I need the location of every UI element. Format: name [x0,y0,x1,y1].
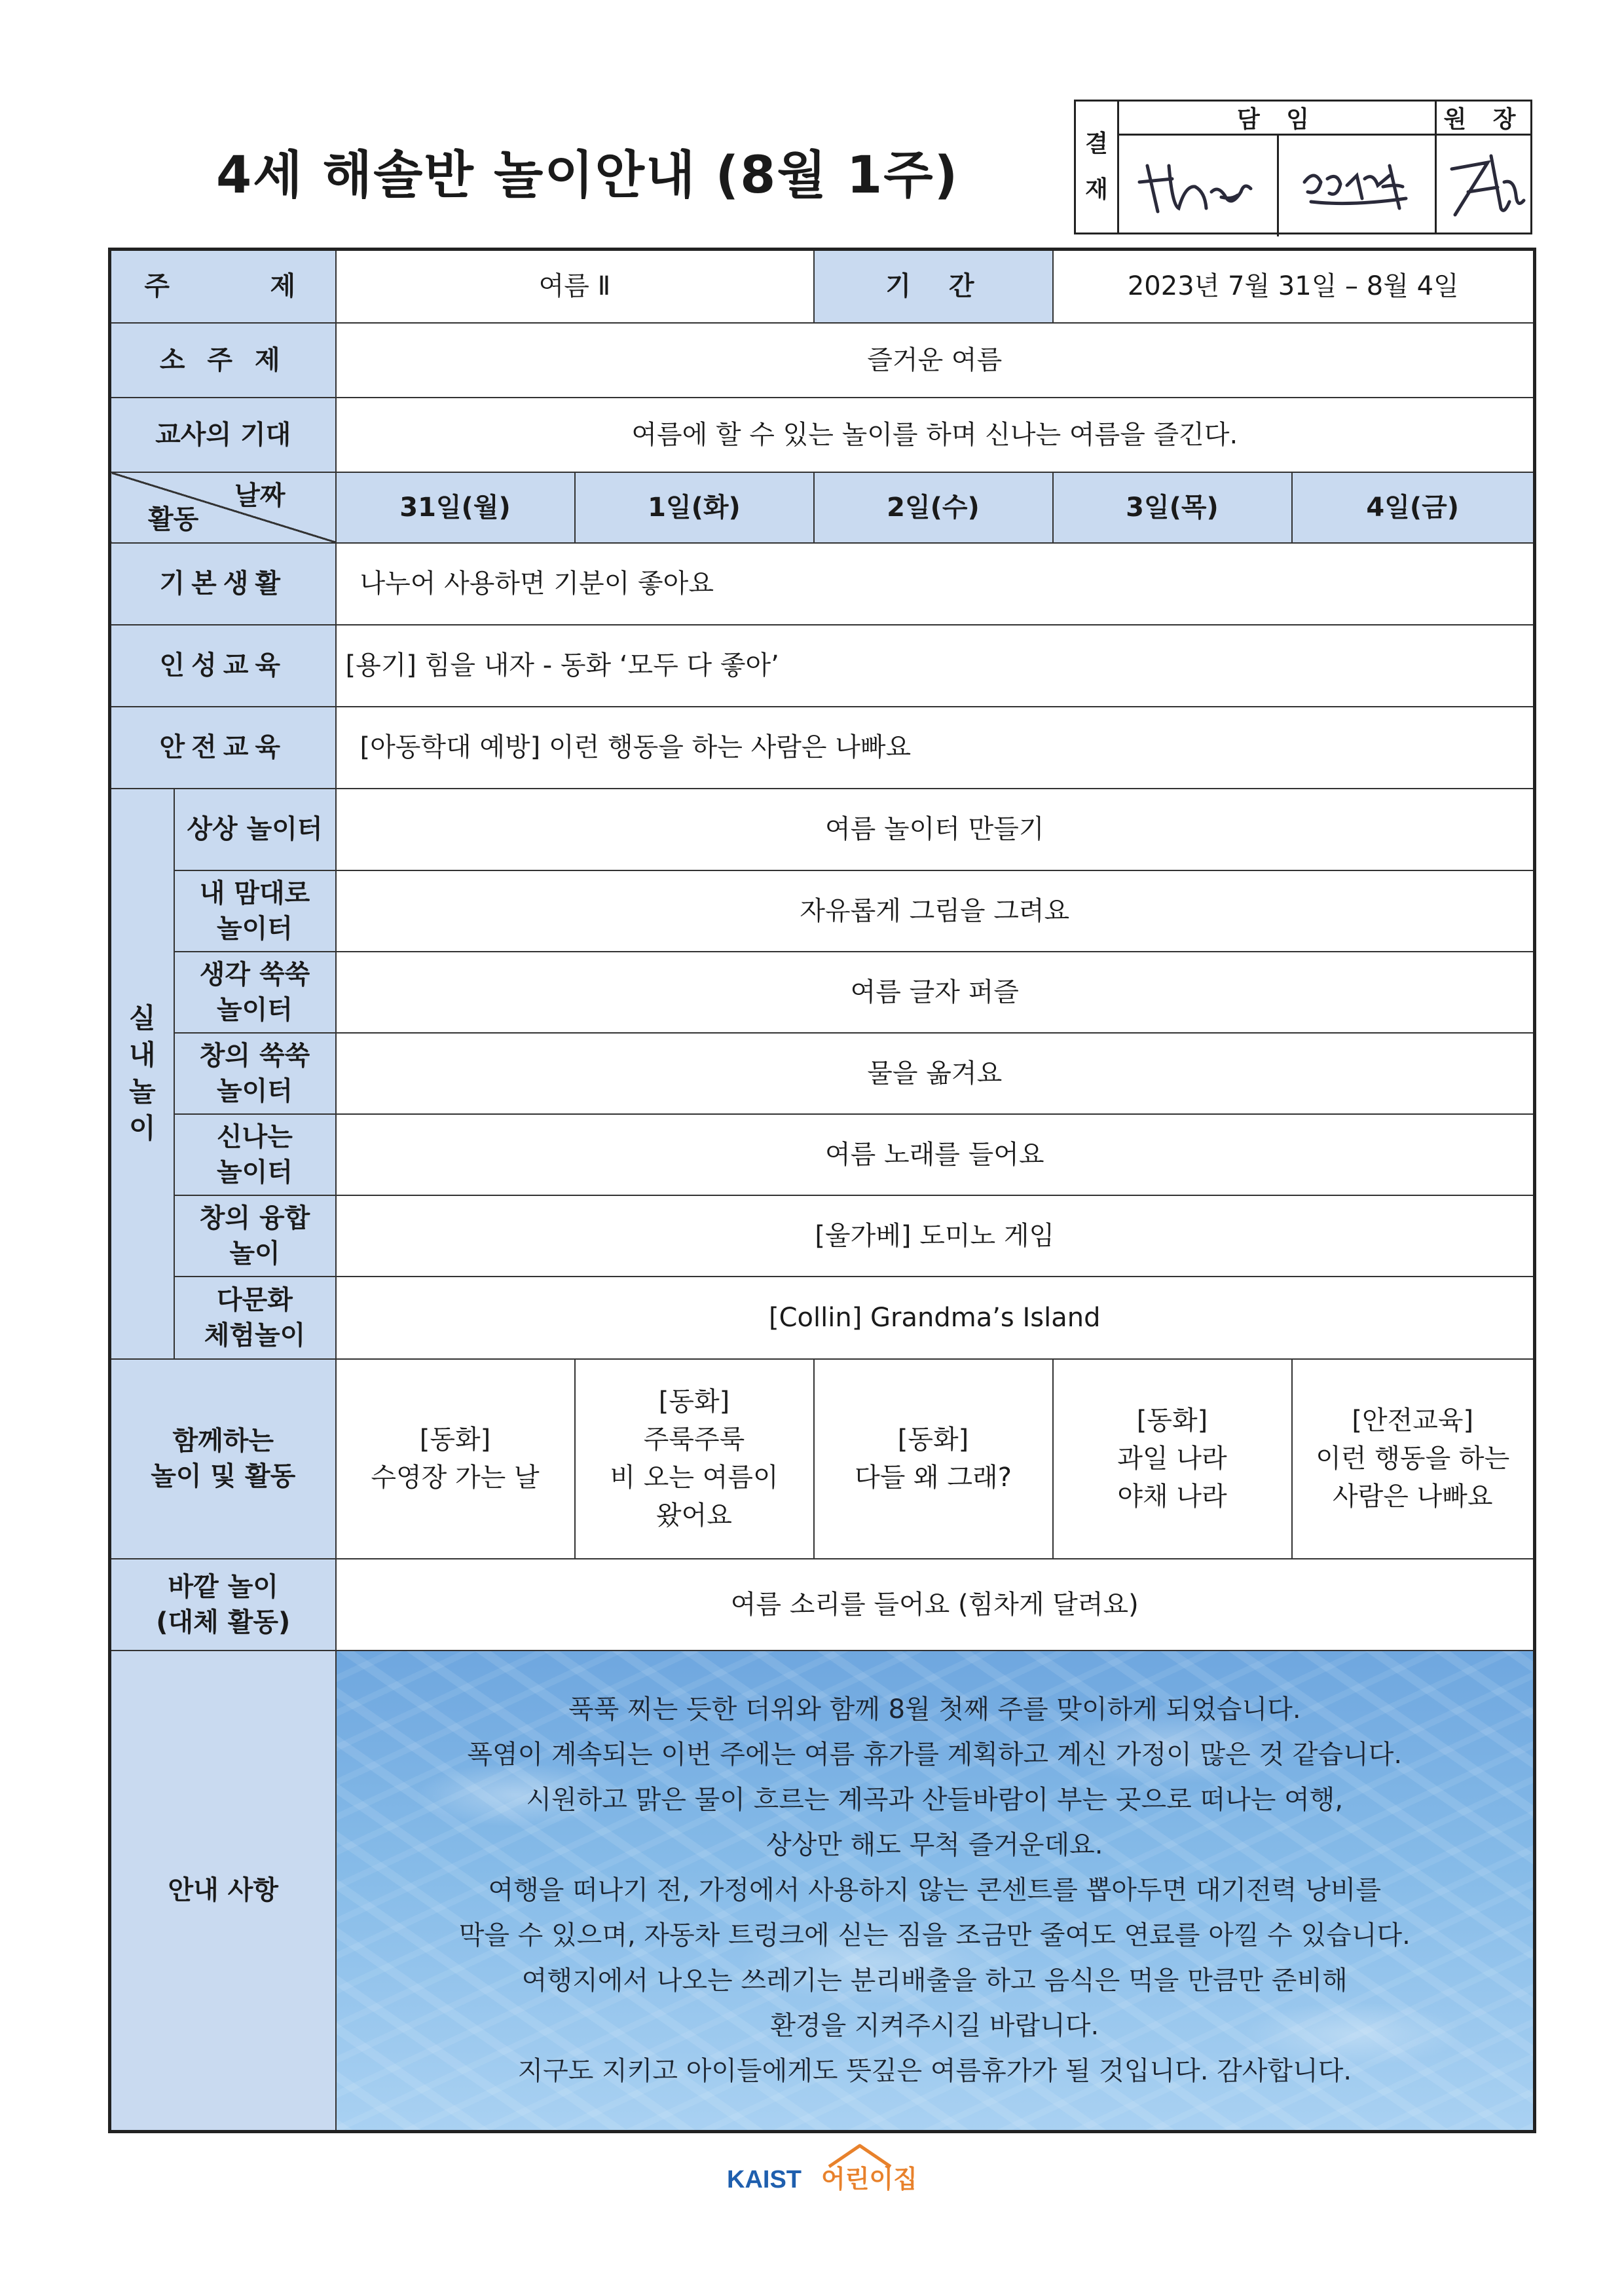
notice-content [336,1651,1535,2132]
indoor-row [110,789,1535,870]
subtheme-row [110,323,1535,398]
date-header-row [110,472,1535,543]
notice-line: 상상만 해도 무척 즐거운데요. [766,1829,1103,1860]
together-item: [동화] 수영장 가는 날 [336,1359,575,1559]
together-item: [안전교육] 이런 행동을 하는 사람은 나빠요 [1292,1359,1535,1559]
notice-line: 막을 수 있으며, 자동차 트렁크에 싣는 짐을 조금만 줄여도 연료를 아낄 수 있습니다. [458,1920,1411,1950]
indoor-row [110,952,1535,1033]
basic-life-row [110,543,1535,625]
notice-line: 지구도 지키고 아이들에게도 뜻깊은 여름휴가가 될 것입니다. 감사합니다. [517,2055,1352,2086]
indoor-value: 자유롭게 그림을 그려요 [336,870,1535,952]
notice-line: 푹푹 찌는 듯한 더위와 함께 8월 첫째 주를 맞이하게 되었습니다. [568,1694,1301,1725]
theme-label: 주 제 [110,250,336,323]
theme-row [110,250,1535,323]
indoor-char: 내 [128,1039,156,1071]
director-header: 원 장 [1436,102,1532,136]
signature-image [1439,143,1530,228]
indoor-char: 놀 [128,1075,156,1108]
notice-row [110,1651,1535,2132]
indoor-label: 내 맘대로 놀이터 [174,870,336,952]
safety-edu-value: [아동학대 예방] 이런 행동을 하는 사람은 나빠요 [336,707,1535,789]
basic-life-value: 나누어 사용하면 기분이 좋아요 [336,543,1535,625]
approval-label-char: 재 [1085,176,1108,203]
date-activity-corner [110,472,336,543]
indoor-play-group-label [110,789,174,1359]
indoor-row [110,1277,1535,1359]
expectation-label: 교사의 기대 [110,398,336,472]
day-header: 1일(화) [575,472,814,543]
together-item: [동화] 다들 왜 그래? [814,1359,1053,1559]
character-edu-row [110,625,1535,707]
house-roof-icon [829,2146,891,2167]
indoor-label: 생각 쑥쑥 놀이터 [174,952,336,1033]
together-item: [동화] 주룩주룩 비 오는 여름이 왔어요 [575,1359,814,1559]
outdoor-label: 바깥 놀이 (대체 활동) [110,1559,336,1651]
indoor-label: 창의 쑥쑥 놀이터 [174,1033,336,1114]
day-header: 3일(목) [1053,472,1292,543]
together-item: [동화] 과일 나라 야채 나라 [1053,1359,1292,1559]
day-header: 4일(금) [1292,472,1535,543]
indoor-value: 여름 놀이터 만들기 [336,789,1535,870]
play-guide-table [108,248,1536,2133]
indoor-row [110,1114,1535,1195]
outdoor-row [110,1559,1535,1651]
signature-teacher-2 [1279,136,1435,234]
character-edu-value: [용기] 힘을 내자 - 동화 ‘모두 다 좋아’ [336,625,1535,707]
indoor-value: [울가베] 도미노 게임 [336,1195,1535,1277]
signature-image [1133,146,1264,225]
theme-value: 여름 Ⅱ [336,250,814,323]
notice-label: 안내 사항 [110,1651,336,2132]
notice-line: 폭염이 계속되는 이번 주에는 여름 휴가를 계획하고 계신 가정이 많은 것 같습니다. [467,1739,1403,1770]
indoor-label: 창의 융합 놀이 [174,1195,336,1277]
period-value: 2023년 7월 31일 – 8월 4일 [1053,250,1535,323]
date-corner-label: 날짜 [234,480,286,511]
indoor-value: 여름 글자 퍼즐 [336,952,1535,1033]
notice-line: 여행을 떠나기 전, 가정에서 사용하지 않는 콘센트를 뽑아두면 대기전력 낭비를 [488,1875,1382,1905]
indoor-label: 상상 놀이터 [174,789,336,870]
page-title: 4세 해솔반 놀이안내 (8월 1주) [216,146,959,205]
basic-life-label: 기본생활 [110,543,336,625]
subtheme-label: 소 주 제 [110,323,336,398]
period-label: 기 간 [814,250,1053,323]
indoor-char: 이 [128,1112,156,1144]
notice-line: 여행지에서 나오는 쓰레기는 분리배출을 하고 음식은 먹을 만큼만 준비해 [521,1965,1348,1996]
day-header: 2일(수) [814,472,1053,543]
indoor-value: 여름 노래를 들어요 [336,1114,1535,1195]
approval-label-char: 결 [1085,130,1108,157]
notice-line: 환경을 지켜주시길 바랍니다. [770,2010,1099,2041]
signature-image [1291,146,1422,225]
safety-edu-row [110,707,1535,789]
kaist-daycare-logo [726,2140,935,2199]
safety-edu-label: 안전교육 [110,707,336,789]
subtheme-value: 즐거운 여름 [336,323,1535,398]
indoor-row [110,1033,1535,1114]
indoor-char: 실 [128,1002,156,1034]
signature-teacher-1 [1119,136,1277,234]
approval-box [1074,100,1532,234]
together-label: 함께하는 놀이 및 활동 [110,1359,336,1559]
day-header: 31일(월) [336,472,575,543]
indoor-row [110,1195,1535,1277]
signature-director [1437,136,1532,234]
outdoor-value: 여름 소리를 들어요 (힘차게 달려요) [336,1559,1535,1651]
indoor-label: 신나는 놀이터 [174,1114,336,1195]
logo-name-text: 어린이집 [821,2165,917,2193]
notice-text [337,1682,1534,2099]
logo-graphic [726,2140,935,2199]
character-edu-label: 인성교육 [110,625,336,707]
indoor-label: 다문화 체험놀이 [174,1277,336,1359]
indoor-value: 물을 옮겨요 [336,1033,1535,1114]
expectation-row [110,398,1535,472]
expectation-value: 여름에 할 수 있는 놀이를 하며 신나는 여름을 즐긴다. [336,398,1535,472]
together-row [110,1359,1535,1559]
approval-label [1076,102,1119,233]
indoor-row [110,870,1535,952]
activity-corner-label: 활동 [148,504,199,534]
notice-line: 시원하고 맑은 물이 흐르는 계곡과 산들바람이 부는 곳으로 떠나는 여행, [526,1784,1344,1815]
logo-brand-text: KAIST [727,2166,802,2193]
head-teacher-header: 담 임 [1119,102,1436,136]
indoor-value: [Collin] Grandma’s Island [336,1277,1535,1359]
